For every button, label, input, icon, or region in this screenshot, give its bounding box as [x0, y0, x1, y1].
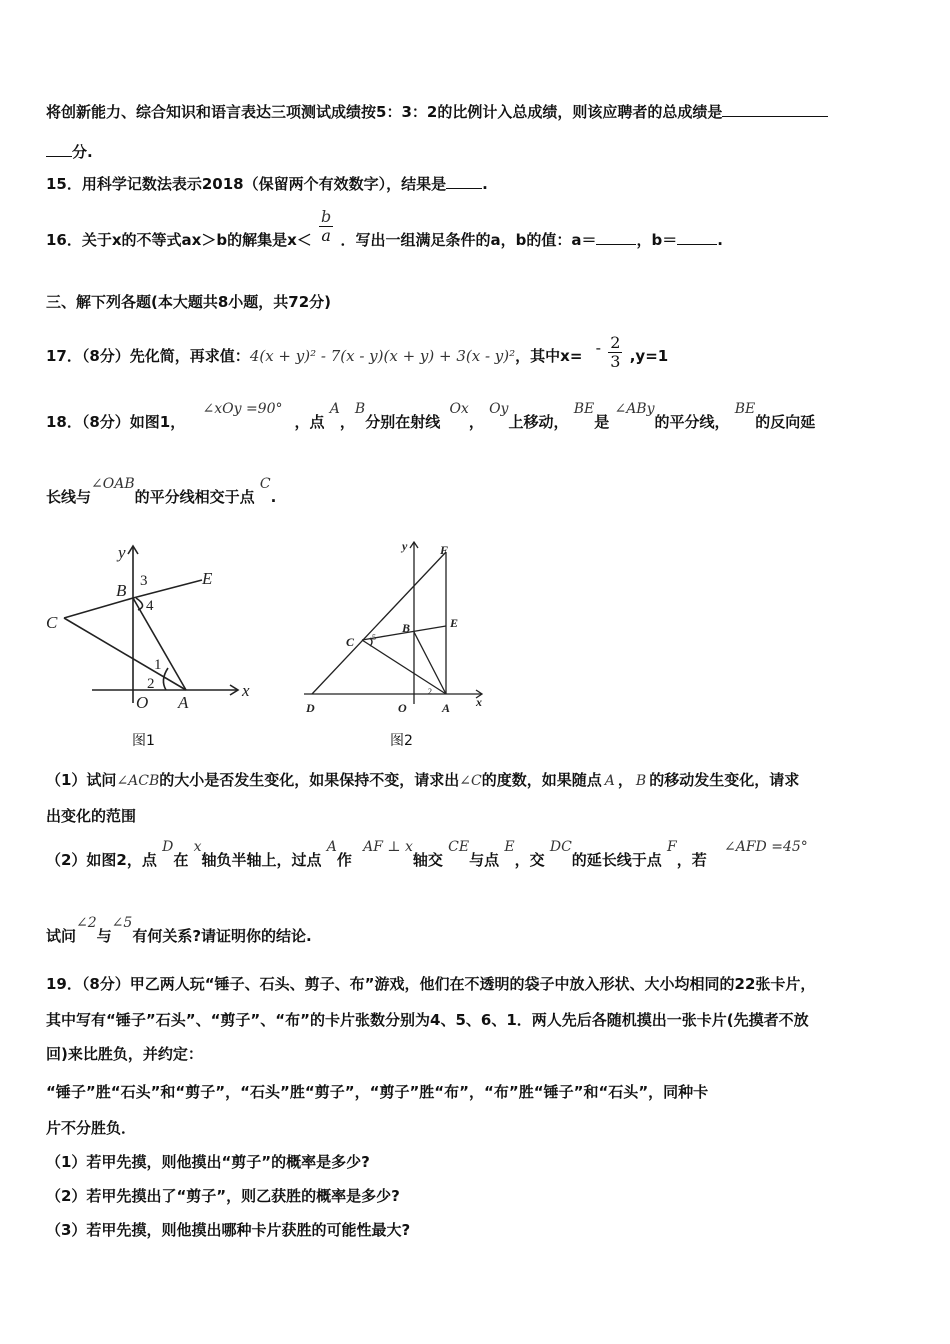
q18-p2-l2-post: 有何关系?请证明你的结论. — [132, 927, 312, 945]
q18-p2-d: D — [162, 839, 174, 855]
fig1-label-a: A — [178, 693, 189, 710]
q18-p1-t4: 的移动发生变化，请求 — [649, 771, 800, 789]
q15 — [46, 174, 488, 194]
q18-t6: 是 — [594, 413, 610, 431]
q18-p1-pre: （1）试问 — [46, 771, 117, 789]
q19-text4: “锤子”胜“石头”和“剪子”，“石头”胜“剪子”，“剪子”胜“布”，“布”胜“锤子”和“石头”，同种卡 — [46, 1083, 709, 1101]
q18-p2-angle2: ∠2 — [76, 915, 97, 931]
q18-t1: ，点 — [294, 413, 325, 431]
q19-line5 — [46, 1118, 136, 1138]
q18-p1-b: B — [635, 773, 647, 789]
q18-t5: 上移动， — [508, 413, 569, 431]
q18-p1-t3: ， — [617, 771, 633, 789]
q18-p1-a: A — [604, 773, 615, 789]
q18-p2-f: F — [667, 839, 677, 855]
fig1-label-3: 3 — [140, 573, 148, 589]
q18-part2 — [46, 839, 808, 871]
q18-be: BE — [573, 401, 595, 417]
q16-mid: ．写出一组满足条件的a，b的值：a＝ — [340, 231, 597, 249]
fig2-label-c: C — [346, 635, 355, 649]
q18-ray-oy: Oy — [489, 401, 509, 417]
q16-blank-a — [596, 230, 636, 245]
fig2-line-ca — [362, 640, 446, 694]
q17-x-sign: - — [595, 339, 602, 357]
q15-blank — [446, 174, 482, 189]
q17-x-num: 2 — [610, 333, 621, 352]
q18-angle-aby: ∠ABy — [614, 401, 655, 417]
fig2-label-y: y — [402, 539, 408, 553]
q19-text5: 片不分胜负． — [46, 1119, 137, 1137]
fig2-label-b: B — [402, 621, 411, 635]
fig1-label-o: O — [136, 693, 149, 710]
q18-p1-c: ∠C — [459, 773, 482, 789]
q18-t8: 的反向延 — [755, 413, 816, 431]
q16-frac-den: a — [321, 226, 331, 245]
fig2-label-e: E — [450, 616, 459, 630]
fig2-line-df — [312, 552, 446, 694]
q18-line1 — [46, 401, 816, 433]
fig1-label-2: 2 — [147, 676, 155, 692]
q17-pre: 17．（8分）先化简，再求值： — [46, 347, 250, 365]
q16-mid2: ，b＝ — [636, 231, 678, 249]
q18-t4: ， — [468, 413, 484, 431]
q18-t3: 分别在射线 — [365, 413, 441, 431]
q18-l2-end: . — [270, 488, 277, 506]
q18-line2 — [46, 476, 277, 508]
q18-part2-line2 — [46, 915, 312, 947]
fig1-line-cb — [64, 598, 133, 618]
fig2-line-ba — [414, 632, 446, 694]
q14-blank2 — [46, 142, 72, 157]
q15-end: . — [482, 175, 488, 193]
q19-text3: 回)来比胜负，并约定： — [46, 1045, 203, 1063]
q18-p2-afd: ∠AFD =45° — [724, 839, 808, 855]
fig1-label-c: C — [46, 613, 58, 632]
q17 — [46, 333, 669, 375]
q18-p2-t4: 轴交 — [412, 851, 443, 869]
fig1-label-1: 1 — [154, 657, 162, 673]
q18-point-a: A — [329, 401, 340, 417]
q19-line2 — [46, 1010, 809, 1030]
figure-2 — [296, 534, 491, 720]
fig1-line-ab — [133, 598, 186, 690]
q18-part1 — [46, 770, 799, 791]
q16 — [46, 207, 723, 259]
q14-text: 将创新能力、综合知识和语言表达三项测试成绩按5：3：2的比例计入总成绩，则该应聘者的总成绩是 — [46, 103, 723, 121]
q18-p2-af: AF ⊥ x — [363, 839, 413, 855]
q19-sub1-text: （1）若甲先摸，则他摸出“剪子”的概率是多少? — [46, 1153, 370, 1171]
q18-p1-t2: 的度数，如果随点 — [481, 771, 602, 789]
q19-line3 — [46, 1044, 203, 1064]
fig2-label-5: 5 — [372, 633, 376, 642]
q16-frac-num: b — [321, 207, 332, 226]
q18-p2-a: A — [326, 839, 337, 855]
q19-sub2-text: （2）若甲先摸出了“剪子”，则乙获胜的概率是多少? — [46, 1187, 400, 1205]
q18-t2: ， — [339, 413, 355, 431]
q18-l2-post: 的平分线相交于点 — [134, 488, 255, 506]
q18-p1-line2: 出变化的范围 — [46, 807, 137, 825]
q19-sub1 — [46, 1152, 370, 1172]
q18-p1-t1: 的大小是否发生变化，如果保持不变，请求出 — [159, 771, 460, 789]
q18-p2-t3: 作 — [336, 851, 352, 869]
fig2-label-2: 2 — [428, 687, 432, 696]
q17-post: ，其中x= — [515, 347, 583, 365]
q17-x-den: 3 — [610, 352, 621, 371]
q18-p2-t7: 的延长线于点 — [571, 851, 662, 869]
section3-title-text: 三、解下列各题(本大题共8小题，共72分) — [46, 293, 332, 311]
q19-line4 — [46, 1082, 708, 1102]
fig1-label-b: B — [116, 581, 127, 600]
fig2-label-x: x — [476, 695, 482, 709]
q18-p2-l2-mid: 与 — [96, 927, 112, 945]
q18-p2-x: x — [193, 839, 202, 855]
q18-l2-pre: 长线与 — [46, 488, 92, 506]
q14-line2 — [46, 142, 93, 162]
q17-expression: 4(x + y)² - 7(x - y)(x + y) + 3(x - y)² — [249, 347, 516, 365]
q18-t7: 的平分线， — [654, 413, 730, 431]
q18-angle-xoy: ∠xOy =90° — [202, 401, 283, 417]
figure-1 — [40, 538, 260, 710]
fig2-label-o: O — [398, 701, 407, 715]
q19-sub3-text: （3）若甲先摸，则他摸出哪种卡片获胜的可能性最大? — [46, 1221, 411, 1239]
q18-p2-l2-pre: 试问 — [46, 927, 77, 945]
fig2-label-a: A — [442, 701, 451, 715]
q18-point-b: B — [354, 401, 366, 417]
fig1-caption: 图1 — [132, 733, 155, 749]
q16-end: . — [717, 231, 723, 249]
q14-end: 分. — [72, 143, 93, 161]
q19-sub3 — [46, 1220, 410, 1240]
q17-y: ,y=1 — [629, 347, 669, 365]
q18-p1-acb: ∠ACB — [116, 773, 160, 789]
q18-be-2: BE — [734, 401, 756, 417]
q18-point-c: C — [259, 476, 271, 492]
q18-p2-t2: 轴负半轴上，过点 — [201, 851, 322, 869]
q19-line1 — [46, 974, 815, 994]
fig1-label-y: y — [118, 543, 126, 562]
section3-title — [46, 292, 331, 312]
fig1-label-e: E — [202, 569, 213, 588]
fig2-caption: 图2 — [390, 733, 413, 749]
q14-line1 — [46, 102, 828, 122]
q18-p2-ce: CE — [448, 839, 470, 855]
q14-blank — [722, 102, 828, 117]
q18-p2-t1: 在 — [173, 851, 189, 869]
q16-fraction — [319, 208, 333, 245]
q16-blank-b — [677, 230, 717, 245]
q16-pre: 16．关于x的不等式ax＞b的解集是x＜ — [46, 231, 312, 249]
q18-p2-dc: DC — [549, 839, 572, 855]
q17-x-value — [588, 333, 630, 371]
fig2-label-f: F — [440, 543, 449, 557]
q18-p2-pre: （2）如图2，点 — [46, 851, 157, 869]
q18-angle-oab: ∠OAB — [91, 476, 135, 492]
q18-p2-t8: ，若 — [676, 851, 707, 869]
q18-pre: 18．（8分）如图1， — [46, 413, 186, 431]
fig2-label-d: D — [306, 701, 315, 715]
q18-p2-t5: 与点 — [469, 851, 500, 869]
q19-sub2 — [46, 1186, 400, 1206]
q18-p2-e: E — [504, 839, 515, 855]
q18-p2-angle5: ∠5 — [111, 915, 133, 931]
fig1-line-ca — [64, 618, 186, 690]
fig1-label-4: 4 — [146, 598, 154, 614]
q19-text1: 19．（8分）甲乙两人玩“锤子、石头、剪子、布”游戏，他们在不透明的袋子中放入形状、大小均相同的22张卡片， — [46, 975, 816, 993]
q17-x-fraction — [608, 334, 622, 371]
fig1-label-x: x — [242, 681, 250, 700]
q18-p2-t6: ，交 — [514, 851, 545, 869]
q18-part1-line2 — [46, 806, 136, 826]
q15-text: 15．用科学记数法表示2018（保留两个有效数字），结果是 — [46, 175, 447, 193]
q19-text2: 其中写有“锤子”石头”、“剪子”、“布”的卡片张数分别为4、5、6、1．两人先后各随机摸出一张卡片(先摸者不放 — [46, 1011, 809, 1029]
q18-ray-ox: Ox — [449, 401, 469, 417]
